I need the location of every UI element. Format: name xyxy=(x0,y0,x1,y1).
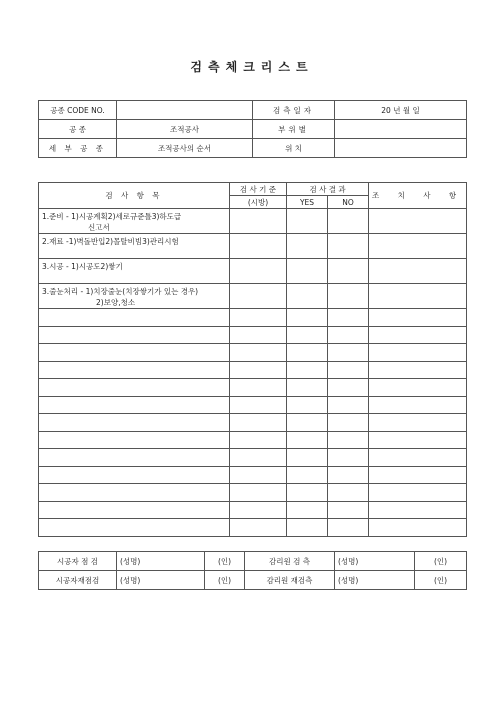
blank-rows xyxy=(39,309,467,537)
col-action-header: 조 치 사 항 xyxy=(369,183,467,209)
action-cell[interactable] xyxy=(369,379,467,397)
item-cell[interactable] xyxy=(39,326,230,344)
no-cell[interactable] xyxy=(328,361,369,379)
item-cell[interactable] xyxy=(39,519,230,537)
code-value[interactable] xyxy=(117,101,253,120)
item-line1: 3.줄눈처리 - 1)치장줄눈(치장쌓기가 있는 경우) xyxy=(42,287,199,296)
no-cell[interactable] xyxy=(328,284,369,309)
no-cell[interactable] xyxy=(328,326,369,344)
standard-cell[interactable] xyxy=(230,326,287,344)
action-cell[interactable] xyxy=(369,259,467,284)
col-standard-sub: (시방) xyxy=(230,196,287,209)
item-text xyxy=(39,234,230,259)
contractor-material-name-field[interactable]: (성명) xyxy=(117,571,205,590)
standard-cell[interactable] xyxy=(230,379,287,397)
no-cell[interactable] xyxy=(328,414,369,432)
supervisor-inspect-label: 감리원 검 측 xyxy=(245,552,335,571)
standard-cell[interactable] xyxy=(230,484,287,502)
date-value[interactable]: 20 년 월 일 xyxy=(335,101,467,120)
col-result-header: 검 사 결 과 xyxy=(287,183,369,196)
checklist-row xyxy=(39,209,467,234)
action-cell[interactable] xyxy=(369,284,467,309)
checklist-blank-row xyxy=(39,309,467,327)
detail-value[interactable]: 조적공사의 순서 xyxy=(117,139,253,158)
date-label: 검측일자 xyxy=(253,101,335,120)
action-cell[interactable] xyxy=(369,466,467,484)
item-text xyxy=(39,209,230,234)
item-cell[interactable] xyxy=(39,396,230,414)
code-label: 공종 CODE NO. xyxy=(39,101,117,120)
action-cell[interactable] xyxy=(369,326,467,344)
yes-cell[interactable] xyxy=(287,484,328,502)
yes-cell[interactable] xyxy=(287,431,328,449)
no-cell[interactable] xyxy=(328,344,369,362)
standard-cell[interactable] xyxy=(230,309,287,327)
standard-cell[interactable] xyxy=(230,234,287,259)
yes-cell[interactable] xyxy=(287,361,328,379)
yes-cell[interactable] xyxy=(287,259,328,284)
standard-cell[interactable] xyxy=(230,466,287,484)
yes-cell[interactable] xyxy=(287,309,328,327)
checklist-blank-row xyxy=(39,431,467,449)
no-cell[interactable] xyxy=(328,431,369,449)
part-value[interactable] xyxy=(335,120,467,139)
item-cell[interactable] xyxy=(39,309,230,327)
item-cell[interactable] xyxy=(39,466,230,484)
no-cell[interactable] xyxy=(328,234,369,259)
yes-cell[interactable] xyxy=(287,519,328,537)
item-text xyxy=(39,284,230,309)
standard-cell[interactable] xyxy=(230,344,287,362)
standard-cell[interactable] xyxy=(230,414,287,432)
standard-cell[interactable] xyxy=(230,449,287,467)
action-cell[interactable] xyxy=(369,209,467,234)
checklist-row xyxy=(39,259,467,284)
action-cell[interactable] xyxy=(369,344,467,362)
location-label: 위 치 xyxy=(253,139,335,158)
page-title: 검측체크리스트 xyxy=(190,60,314,74)
item-line2: 신고서 xyxy=(88,223,110,232)
standard-cell[interactable] xyxy=(230,361,287,379)
header-table xyxy=(38,100,467,158)
col-no-header: NO xyxy=(328,196,369,209)
checklist-blank-row xyxy=(39,449,467,467)
work-type-value[interactable]: 조적공사 xyxy=(117,120,253,139)
supervisor-reinspect-label: 감리원 재검측 xyxy=(245,571,335,590)
item-cell[interactable] xyxy=(39,344,230,362)
contractor-seal[interactable]: (인) xyxy=(205,552,245,571)
item-cell[interactable] xyxy=(39,379,230,397)
contractor-material-seal[interactable]: (인) xyxy=(205,571,245,590)
contractor-name-field[interactable]: (성명) xyxy=(117,552,205,571)
standard-cell[interactable] xyxy=(230,519,287,537)
checklist-row xyxy=(39,284,467,309)
checklist-blank-row xyxy=(39,396,467,414)
item-line1: 2.재료 -1)벽돌반입2)몰탈비빔3)관리시험 xyxy=(42,237,179,246)
checklist-blank-row xyxy=(39,484,467,502)
item-cell[interactable] xyxy=(39,414,230,432)
yes-cell[interactable] xyxy=(287,344,328,362)
signature-table xyxy=(38,551,467,590)
action-cell[interactable] xyxy=(369,519,467,537)
action-cell[interactable] xyxy=(369,449,467,467)
standard-cell[interactable] xyxy=(230,284,287,309)
col-standard-header: 검 사 기 준 xyxy=(230,183,287,196)
checklist-blank-row xyxy=(39,501,467,519)
supervisor-reinspect-seal[interactable]: (인) xyxy=(415,571,467,590)
yes-cell[interactable] xyxy=(287,466,328,484)
no-cell[interactable] xyxy=(328,209,369,234)
action-cell[interactable] xyxy=(369,484,467,502)
item-line2: 2)보양,청소 xyxy=(96,298,136,307)
checklist-blank-row xyxy=(39,414,467,432)
action-cell[interactable] xyxy=(369,361,467,379)
checklist-blank-row xyxy=(39,344,467,362)
no-cell[interactable] xyxy=(328,466,369,484)
checklist-blank-row xyxy=(39,379,467,397)
action-cell[interactable] xyxy=(369,309,467,327)
checklist-blank-row xyxy=(39,361,467,379)
action-cell[interactable] xyxy=(369,431,467,449)
item-cell[interactable] xyxy=(39,449,230,467)
yes-cell[interactable] xyxy=(287,501,328,519)
item-cell[interactable] xyxy=(39,361,230,379)
detail-label: 세 부 공 종 xyxy=(39,139,117,158)
action-cell[interactable] xyxy=(369,501,467,519)
checklist-blank-row xyxy=(39,519,467,537)
item-cell[interactable] xyxy=(39,484,230,502)
no-cell[interactable] xyxy=(328,484,369,502)
yes-cell[interactable] xyxy=(287,396,328,414)
yes-cell[interactable] xyxy=(287,234,328,259)
part-label: 부위별 xyxy=(253,120,335,139)
no-cell[interactable] xyxy=(328,259,369,284)
item-text xyxy=(39,259,230,284)
no-cell[interactable] xyxy=(328,396,369,414)
standard-cell[interactable] xyxy=(230,259,287,284)
action-cell[interactable] xyxy=(369,414,467,432)
yes-cell[interactable] xyxy=(287,449,328,467)
supervisor-seal[interactable]: (인) xyxy=(415,552,467,571)
yes-cell[interactable] xyxy=(287,414,328,432)
checklist-blank-row xyxy=(39,326,467,344)
no-cell[interactable] xyxy=(328,501,369,519)
item-line1: 1.준비 - 1)시공계획2)세로규준틀3)하도급 xyxy=(42,212,182,221)
checklist-row xyxy=(39,234,467,259)
checklist-blank-row xyxy=(39,466,467,484)
item-cell[interactable] xyxy=(39,501,230,519)
no-cell[interactable] xyxy=(328,379,369,397)
standard-cell[interactable] xyxy=(230,501,287,519)
no-cell[interactable] xyxy=(328,449,369,467)
item-cell[interactable] xyxy=(39,431,230,449)
standard-cell[interactable] xyxy=(230,431,287,449)
no-cell[interactable] xyxy=(328,519,369,537)
col-items-header: 검 사 항 목 xyxy=(39,183,230,209)
checklist-table xyxy=(38,182,467,537)
col-yes-header: YES xyxy=(287,196,328,209)
contractor-material-label: 시공자재점검 xyxy=(39,571,117,590)
work-type-label: 공 종 xyxy=(39,120,117,139)
no-cell[interactable] xyxy=(328,309,369,327)
location-value[interactable] xyxy=(335,139,467,158)
standard-cell[interactable] xyxy=(230,209,287,234)
contractor-inspect-label: 시공자 점 검 xyxy=(39,552,117,571)
action-cell[interactable] xyxy=(369,234,467,259)
action-cell[interactable] xyxy=(369,396,467,414)
item-line1: 3.시공 - 1)시공도2)쌓기 xyxy=(42,262,123,271)
standard-cell[interactable] xyxy=(230,396,287,414)
yes-cell[interactable] xyxy=(287,326,328,344)
yes-cell[interactable] xyxy=(287,379,328,397)
supervisor-name-field[interactable]: (성명) xyxy=(335,552,415,571)
supervisor-reinspect-name-field[interactable]: (성명) xyxy=(335,571,415,590)
yes-cell[interactable] xyxy=(287,284,328,309)
yes-cell[interactable] xyxy=(287,209,328,234)
